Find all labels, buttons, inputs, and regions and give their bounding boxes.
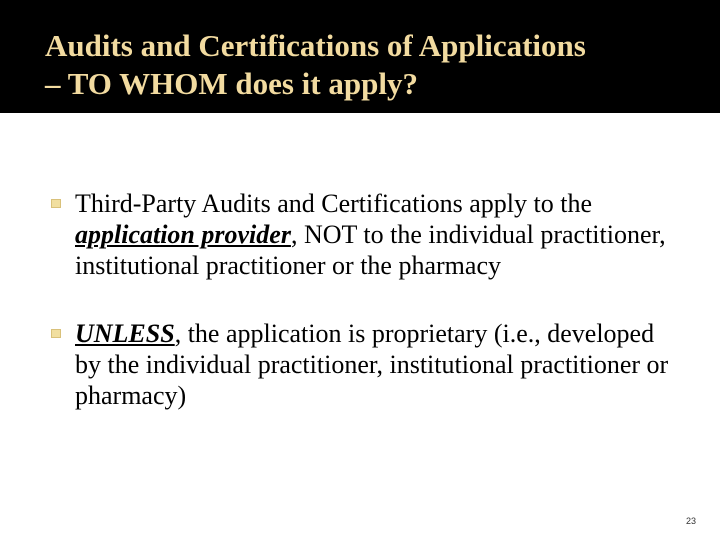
bullet-item-unless: [0, 318, 675, 411]
bullet-text-after: , NOT to the individual practitioner, institutional practitioner or the pharmacy: [75, 220, 666, 280]
square-bullet-icon: [51, 329, 61, 338]
square-bullet-icon: [51, 199, 61, 208]
bullet-emphasis: application provider: [75, 220, 291, 249]
bullet-item-provider: [0, 188, 675, 281]
bullet-text-before: Third-Party Audits and Certifications apply to the: [75, 189, 593, 218]
bullet-emphasis: UNLESS: [75, 319, 175, 348]
slide-title: [45, 27, 705, 103]
bullet-list: [0, 188, 720, 411]
slide-title-line-1: Audits and Certifications of Applications: [45, 28, 586, 63]
slide-title-line-2: – TO WHOM does it apply?: [45, 66, 418, 101]
page-number: 23: [685, 516, 696, 526]
bullet-text-after: , the application is proprietary (i.e., developed by the individual practitioner, institutional practitioner or pharmacy): [75, 319, 669, 410]
